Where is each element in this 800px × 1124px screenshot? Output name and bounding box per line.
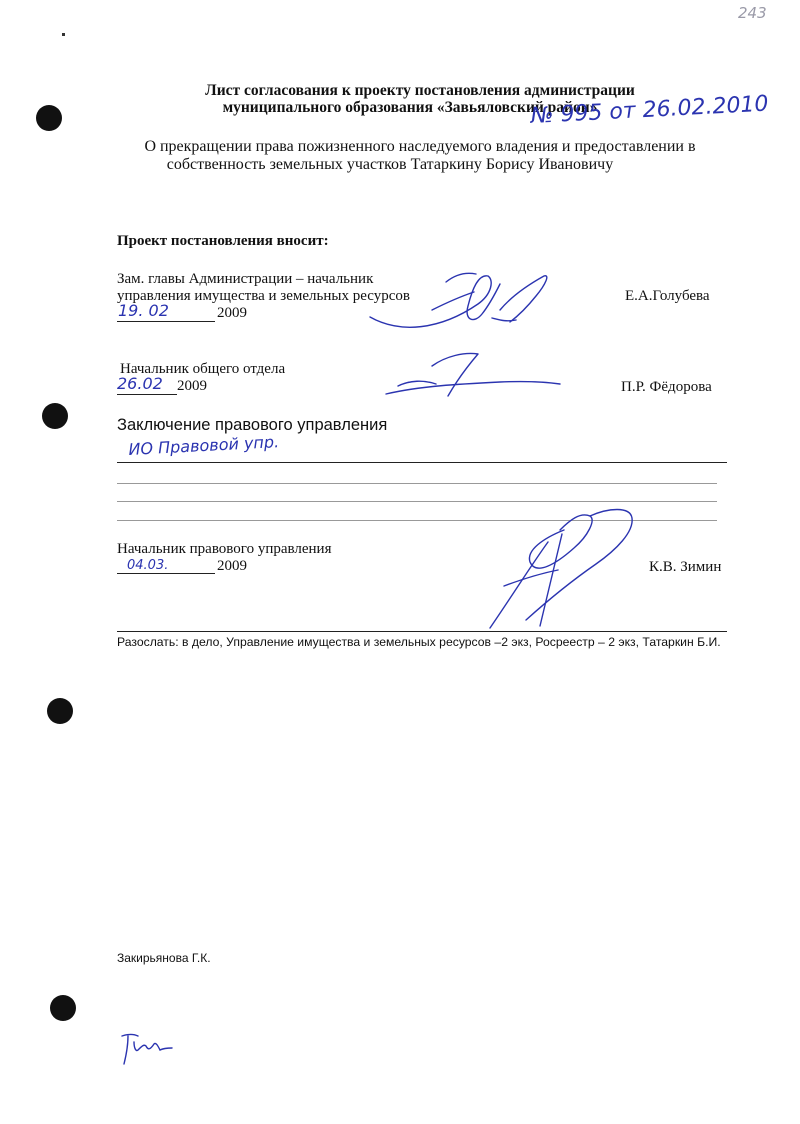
legal-handwritten-note: ИО Правовой упр.: [128, 432, 280, 459]
legal-head-date-line: [117, 573, 215, 574]
approver2-name: П.Р. Фёдорова: [621, 379, 712, 395]
approver1-year: 2009: [217, 305, 247, 321]
document-title-line2: муниципального образования «Завьяловский район»: [222, 99, 598, 116]
approver1-name: Е.А.Голубева: [625, 288, 710, 304]
punch-hole: [42, 403, 68, 429]
legal-head-year: 2009: [217, 558, 247, 574]
legal-heading: Заключение правового управления: [117, 416, 388, 434]
approver2-date-line: [117, 394, 177, 395]
legal-head-name: К.В. Зимин: [649, 559, 722, 575]
approver1-date-line: [117, 321, 215, 322]
subject-line1: О прекращении права пожизненного наследуемого владения и предоставлении в: [144, 138, 696, 155]
subject-line2: собственность земельных участков Татаркину Борису Ивановичу: [166, 156, 614, 173]
approver1-position-line2: управления имущества и земельных ресурсов: [117, 288, 410, 304]
signature-fedorova: [380, 346, 580, 406]
page-number-handwritten: 243: [738, 4, 767, 22]
executor-name: Закирьянова Г.К.: [117, 951, 211, 965]
approver1-position-line1: Зам. главы Администрации – начальник: [117, 271, 374, 287]
approver1-date-handwritten: 19. 02: [118, 301, 169, 320]
signature-zimin: [440, 500, 640, 640]
project-heading: Проект постановления вносит:: [117, 233, 329, 249]
signature-golubeva: [360, 262, 560, 342]
approver2-position: Начальник общего отдела: [120, 361, 286, 377]
registration-number-handwritten: № 995 от 26.02.2010: [530, 91, 770, 129]
distribution-line: [117, 631, 727, 632]
punch-hole: [50, 995, 76, 1021]
signature-executor: [118, 1028, 178, 1068]
approver2-year: 2009: [177, 378, 207, 394]
scan-speck: [62, 33, 65, 36]
distribution-text: Разослать: в дело, Управление имущества и земельных ресурсов –2 экз, Росреестр – 2 экз, Татаркин Б.И.: [117, 635, 721, 649]
legal-head-position: Начальник правового управления: [117, 541, 332, 557]
legal-line-1: [117, 462, 727, 463]
legal-head-date-handwritten: 04.03.: [127, 558, 169, 573]
document-title-line1: Лист согласования к проекту постановления администрации: [205, 82, 635, 99]
approver2-date-handwritten: 26.02: [117, 374, 163, 393]
legal-line-2: [117, 483, 717, 484]
punch-hole: [47, 698, 73, 724]
